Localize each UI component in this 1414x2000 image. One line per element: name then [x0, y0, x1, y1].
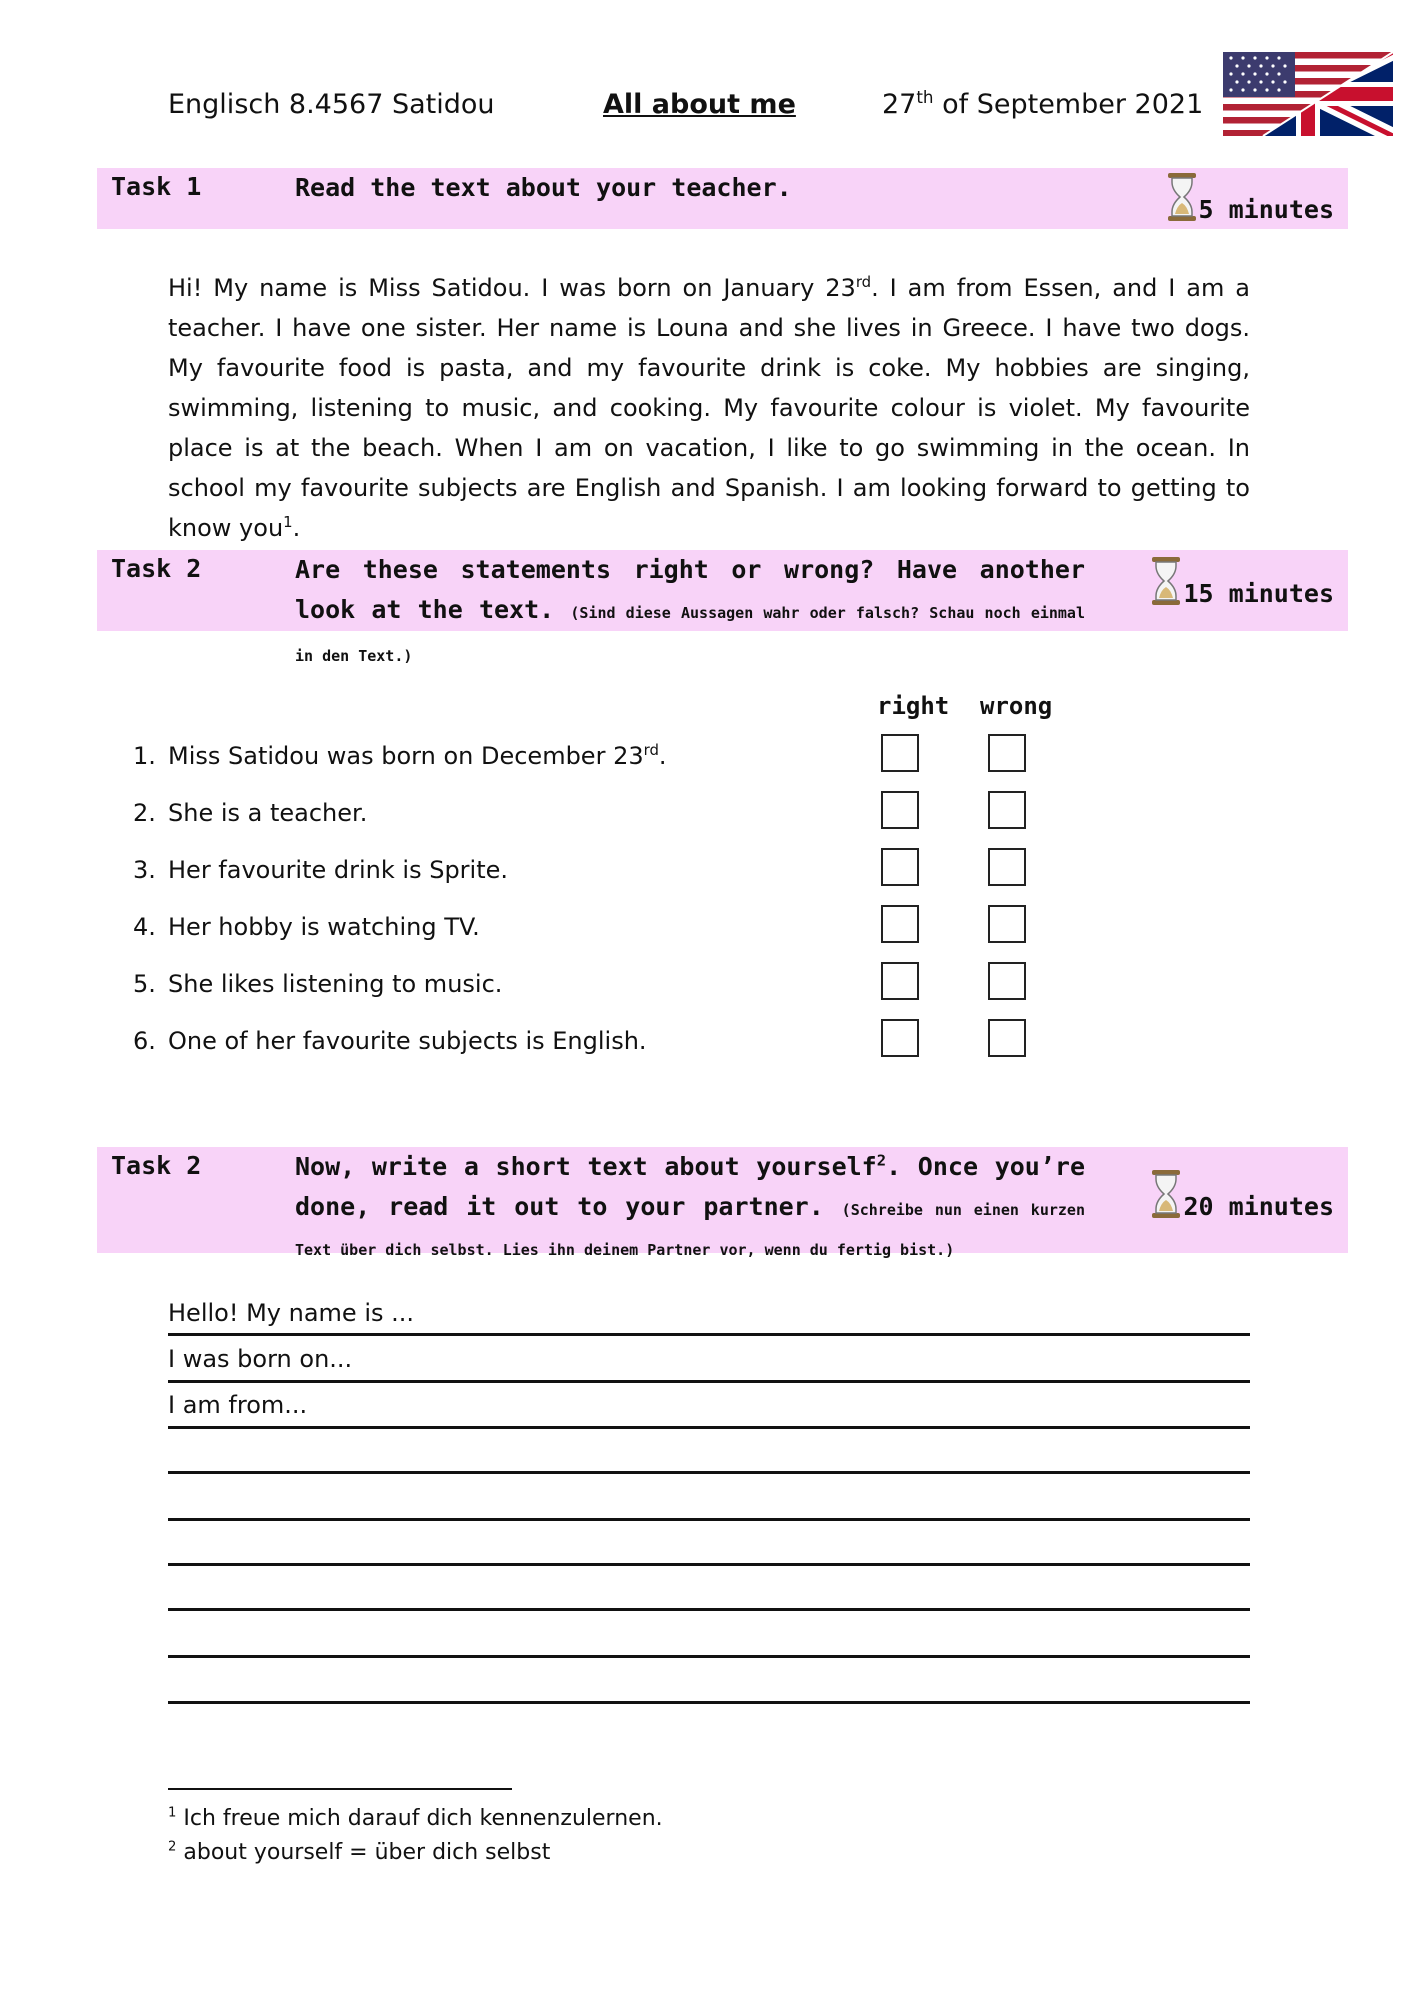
task3-instruction-a: Now, write a short text about yourself [295, 1152, 877, 1181]
task1-bar [97, 168, 1348, 229]
statement-number: 1. [133, 742, 156, 770]
statement-text: She is a teacher. [168, 799, 368, 827]
footnote-number: 2 [168, 1839, 177, 1855]
footnote-ref-1: 1 [283, 513, 293, 531]
date-label [882, 89, 1203, 120]
right-checkbox-5[interactable] [881, 962, 919, 1000]
hourglass-icon [1149, 1169, 1183, 1219]
writing-line-7[interactable] [168, 1608, 1250, 1611]
footnote-text: about yourself = über dich selbst [176, 1840, 551, 1865]
task1-instruction: Read the text about your teacher. [295, 173, 792, 202]
writing-line-8[interactable] [168, 1655, 1250, 1658]
task3-instruction-de: (Schreibe nun einen kurzen Text über dich selbst. Lies ihn deinem Partner vor, wenn du fertig bist.) [295, 1201, 1085, 1259]
task1-time: 5 minutes [1198, 195, 1334, 224]
writing-line-2[interactable] [168, 1380, 1250, 1383]
statement-6 [133, 1027, 647, 1055]
task2-label: Task 2 [111, 554, 202, 583]
reading-sup: rd [855, 273, 872, 291]
task3-instruction-b: . Once you’re done, read it out to your partner. [295, 1152, 1086, 1221]
statement-tail: . [658, 742, 667, 770]
writing-line-6[interactable] [168, 1563, 1250, 1566]
statement-text: She likes listening to music. [168, 970, 503, 998]
statement-text: Miss Satidou was born on December 23 [168, 742, 644, 770]
wrong-checkbox-4[interactable] [988, 905, 1026, 943]
footnote-divider [168, 1788, 512, 1790]
date-suffix: th [916, 87, 934, 107]
date-day: 27 [882, 89, 917, 120]
course-label: Englisch 8.4567 Satidou [168, 89, 495, 120]
task3-time: 20 minutes [1183, 1192, 1334, 1221]
reading-text [168, 268, 1250, 548]
task1-timer [1165, 172, 1334, 224]
task2-bar [97, 550, 1348, 665]
hourglass-icon [1165, 172, 1199, 222]
writing-prompt-1: Hello! My name is ... [168, 1299, 414, 1327]
wrong-checkbox-2[interactable] [988, 791, 1026, 829]
statement-number: 3. [133, 856, 156, 884]
task2-instruction-block [295, 550, 1085, 676]
task2-timer [1149, 556, 1334, 608]
task3-timer [1149, 1169, 1334, 1221]
right-checkbox-2[interactable] [881, 791, 919, 829]
writing-line-1[interactable] [168, 1333, 1250, 1336]
writing-line-3[interactable] [168, 1426, 1250, 1429]
page-title: All about me [603, 89, 796, 120]
writing-line-5[interactable] [168, 1518, 1250, 1521]
wrong-checkbox-3[interactable] [988, 848, 1026, 886]
statement-number: 2. [133, 799, 156, 827]
task2-time: 15 minutes [1183, 579, 1334, 608]
statement-text: Her hobby is watching TV. [168, 913, 480, 941]
footnote-text: Ich freue mich darauf dich kennenzulernen. [176, 1806, 663, 1831]
uk-us-flag-icon [1223, 52, 1393, 136]
right-checkbox-6[interactable] [881, 1019, 919, 1057]
statement-1 [133, 742, 667, 770]
reading-end: . [292, 514, 301, 542]
statement-5 [133, 970, 502, 998]
task2-instruction-de: (Sind diese Aussagen wahr oder falsch? Schau noch einmal in den Text.) [295, 604, 1085, 665]
reading-part-2: . I am from Essen, and I am a teacher. I have one sister. Her name is Louna and she lives in Greece. I have two dogs. My favourite food is pasta, and my favourite drink is coke. My hobbies are singing, swimming, listening to music, and cooking. My favourite colour is violet. My favourite place is at the beach. When I am on vacation, I like to go swimming in the ocean. In school my favourite subjects are English and Spanish. I am looking forward to getting to know you [168, 274, 1251, 542]
statement-2 [133, 799, 367, 827]
task3-label: Task 2 [111, 1151, 202, 1180]
task2-instruction: Are these statements right or wrong? Have another look at the text. [295, 555, 1085, 624]
right-checkbox-3[interactable] [881, 848, 919, 886]
statement-number: 6. [133, 1027, 156, 1055]
reading-part-1: Hi! My name is Miss Satidou. I was born on January 23 [168, 274, 856, 302]
statement-sup: rd [643, 741, 659, 759]
hourglass-icon [1149, 556, 1183, 606]
column-right-header: right [877, 692, 950, 720]
statement-number: 5. [133, 970, 156, 998]
statement-text: One of her favourite subjects is English. [168, 1027, 647, 1055]
writing-prompt-2: I was born on... [168, 1345, 353, 1373]
footnote-ref-2: 2 [876, 1151, 887, 1170]
task3-instruction-block [295, 1147, 1085, 1267]
statement-4 [133, 913, 480, 941]
task1-label: Task 1 [111, 172, 202, 201]
right-checkbox-4[interactable] [881, 905, 919, 943]
column-wrong-header: wrong [980, 692, 1053, 720]
right-checkbox-1[interactable] [881, 734, 919, 772]
statement-text: Her favourite drink is Sprite. [168, 856, 509, 884]
wrong-checkbox-5[interactable] [988, 962, 1026, 1000]
statement-3 [133, 856, 508, 884]
writing-line-9[interactable] [168, 1701, 1250, 1704]
date-rest: of September 2021 [933, 89, 1204, 120]
writing-prompt-3: I am from... [168, 1391, 308, 1419]
wrong-checkbox-6[interactable] [988, 1019, 1026, 1057]
wrong-checkbox-1[interactable] [988, 734, 1026, 772]
writing-line-4[interactable] [168, 1471, 1250, 1474]
footnote-2 [168, 1840, 550, 1865]
footnote-1 [168, 1806, 663, 1831]
task3-bar [97, 1147, 1348, 1259]
footnote-number: 1 [168, 1805, 177, 1821]
statement-number: 4. [133, 913, 156, 941]
